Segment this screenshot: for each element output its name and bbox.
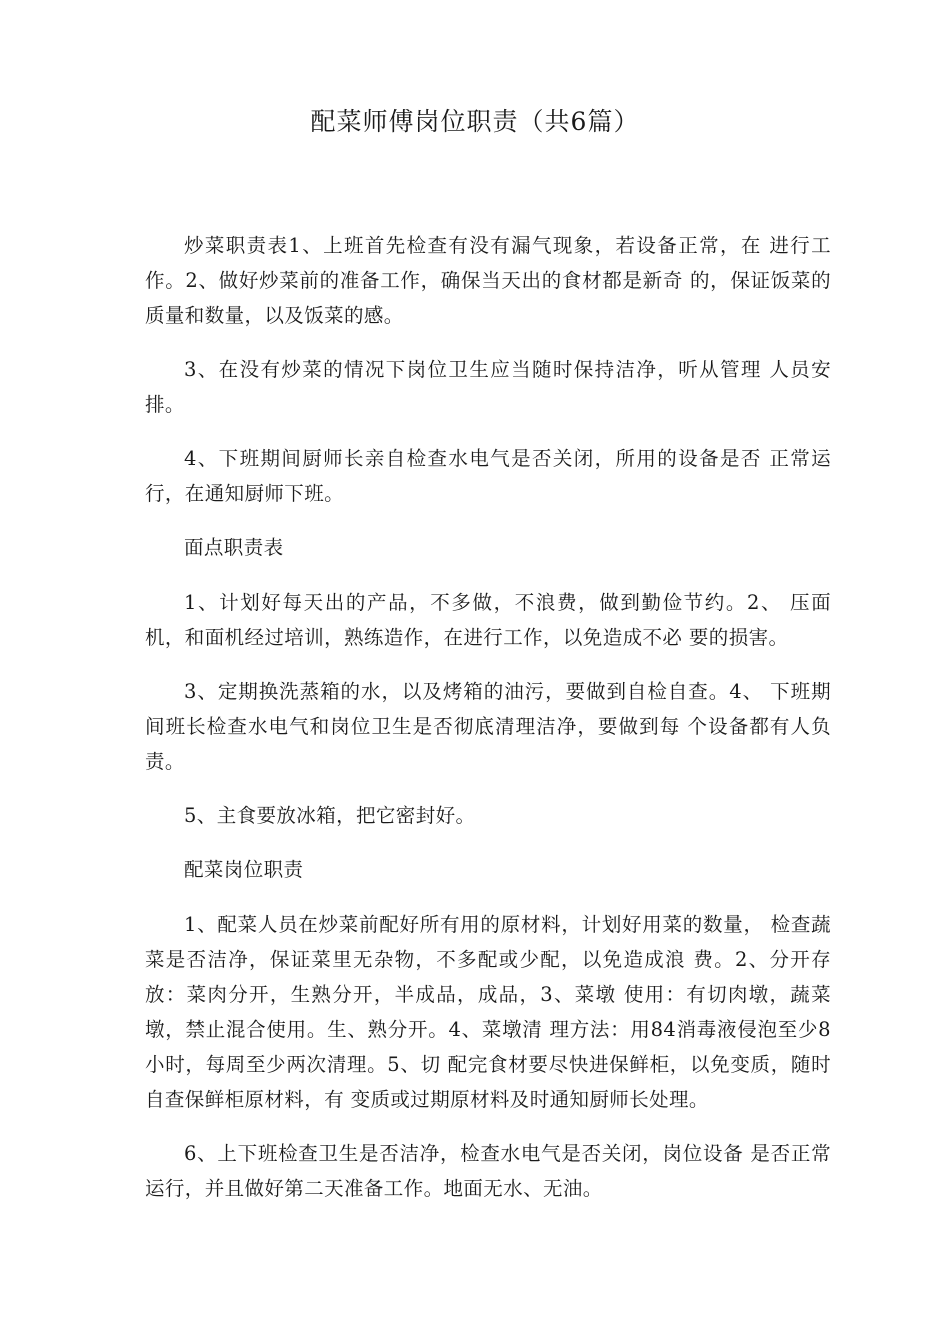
- paragraph-stir-fry-closing: 4、下班期间厨师长亲自检查水电气是否关闭，所用的设备是否 正常运行，在通知厨师下班。: [145, 447, 831, 505]
- document-title: 配菜师傅岗位职责（共6篇）: [310, 107, 640, 136]
- paragraph-stir-fry-duties: 炒菜职责表1、上班首先检查有没有漏气现象，若设备正常，在 进行工作。2、做好炒菜前的准备工作，确保当天出的食材都是新奇 的，保证饭菜的质量和数量，以及饭菜的感。: [145, 234, 831, 327]
- paragraph-prep-closing: 6、上下班检查卫生是否洁净，检查水电气是否关闭，岗位设备 是否正常运行，并且做好第二天准备工作。地面无水、无油。: [145, 1142, 831, 1200]
- paragraph-stir-fry-hygiene: 3、在没有炒菜的情况下岗位卫生应当随时保持洁净，听从管理 人员安排。: [145, 358, 831, 416]
- paragraph-pastry-planning: 1、计划好每天出的产品，不多做，不浪费，做到勤俭节约。2、 压面机，和面机经过培训，熟练造作，在进行工作，以免造成不必 要的损害。: [145, 591, 831, 649]
- paragraph-pastry-cleaning: 3、定期换洗蒸箱的水，以及烤箱的油污，要做到自检自查。4、 下班期间班长检查水电气和岗位卫生是否彻底清理洁净，要做到每 个设备都有人负责。: [145, 680, 831, 773]
- section-heading-prep: 配菜岗位职责: [184, 858, 304, 881]
- paragraph-pastry-storage: 5、主食要放冰箱，把它密封好。: [184, 804, 476, 827]
- document-body: [145, 228, 831, 1225]
- section-heading-pastry: 面点职责表: [184, 536, 284, 559]
- paragraph-prep-duties: 1、配菜人员在炒菜前配好所有用的原材料，计划好用菜的数量， 检查蔬菜是否洁净，保证菜里无杂物，不多配或少配，以免造成浪 费。2、分开存放：菜肉分开，生熟分开，半成品，成品，3、菜墩 使用：有切肉墩，蔬菜墩，禁止混合使用。生、熟分开。4、菜墩清 理方法：用84消毒液侵泡至少8小时，每周至少两次清理。5、切 配完食材要尽快进保鲜柜，以免变质，随时自查保鲜柜原材料，有 变质或过期原材料及时通知厨师长处理。: [145, 913, 831, 1111]
